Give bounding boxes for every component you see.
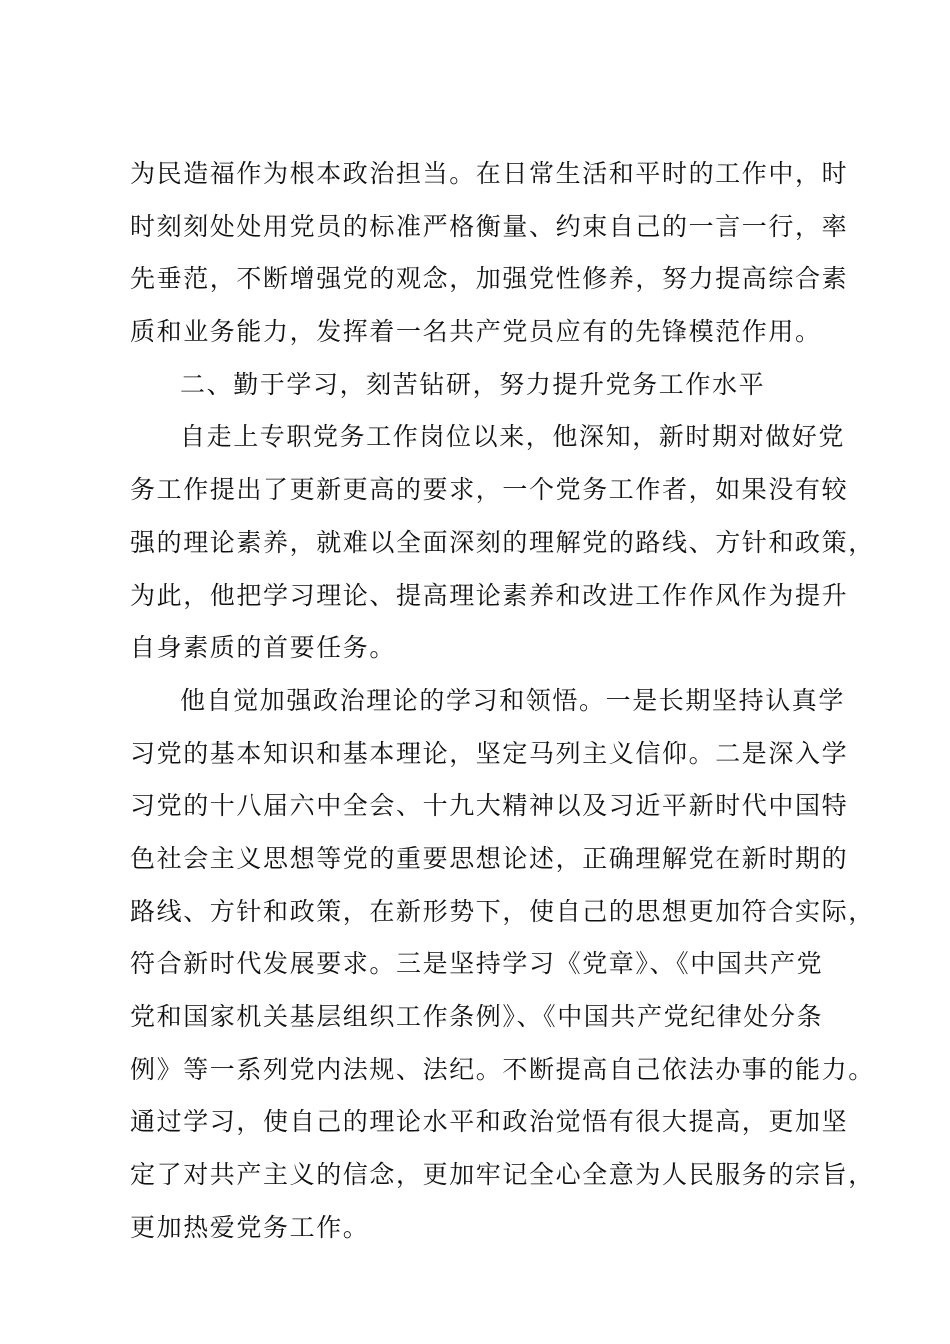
text-line: 符合新时代发展要求。三是坚持学习《党章》、《中国共产党 — [130, 949, 824, 979]
text-line: 为此，他把学习理论、提高理论素养和改进工作作风作为提升 — [130, 580, 849, 610]
text-line: 色社会主义思想等党的重要思想论述，正确理解党在新时期的 — [130, 843, 849, 873]
text-line: 路线、方针和政策，在新形势下，使自己的思想更加符合实际， — [130, 896, 875, 926]
body-text — [130, 148, 875, 1254]
text-line: 通过学习，使自己的理论水平和政治觉悟有很大提高，更加坚 — [130, 1107, 849, 1137]
text-line: 例》等一系列党内法规、法纪。不断提高自己依法办事的能力。 — [130, 1054, 875, 1084]
section-heading: 二、勤于学习，刻苦钻研，努力提升党务工作水平 — [180, 369, 766, 399]
text-line: 自身素质的首要任务。 — [130, 633, 397, 663]
text-line: 更加热爱党务工作。 — [130, 1212, 370, 1242]
text-line: 习党的基本知识和基本理论，坚定马列主义信仰。二是深入学 — [130, 738, 849, 768]
text-line: 定了对共产主义的信念，更加牢记全心全意为人民服务的宗旨， — [130, 1160, 875, 1190]
text-line: 先垂范，不断增强党的观念，加强党性修养，努力提高综合素 — [130, 264, 849, 294]
text-line: 习党的十八届六中全会、十九大精神以及习近平新时代中国特 — [130, 791, 849, 821]
text-line: 自走上专职党务工作岗位以来，他深知，新时期对做好党 — [180, 422, 846, 452]
text-line: 质和业务能力，发挥着一名共产党员应有的先锋模范作用。 — [130, 317, 822, 347]
text-line: 党和国家机关基层组织工作条例》、《中国共产党纪律处分条 — [130, 1002, 824, 1031]
text-line: 务工作提出了更新更高的要求，一个党务工作者，如果没有较 — [130, 475, 849, 505]
text-line: 强的理论素养，就难以全面深刻的理解党的路线、方针和政策， — [130, 527, 875, 557]
text-line: 为民造福作为根本政治担当。在日常生活和平时的工作中，时 — [130, 159, 849, 188]
text-line: 时刻刻处处用党员的标准严格衡量、约束自己的一言一行，率 — [130, 211, 849, 241]
text-line: 他自觉加强政治理论的学习和领悟。一是长期坚持认真学 — [180, 685, 846, 715]
